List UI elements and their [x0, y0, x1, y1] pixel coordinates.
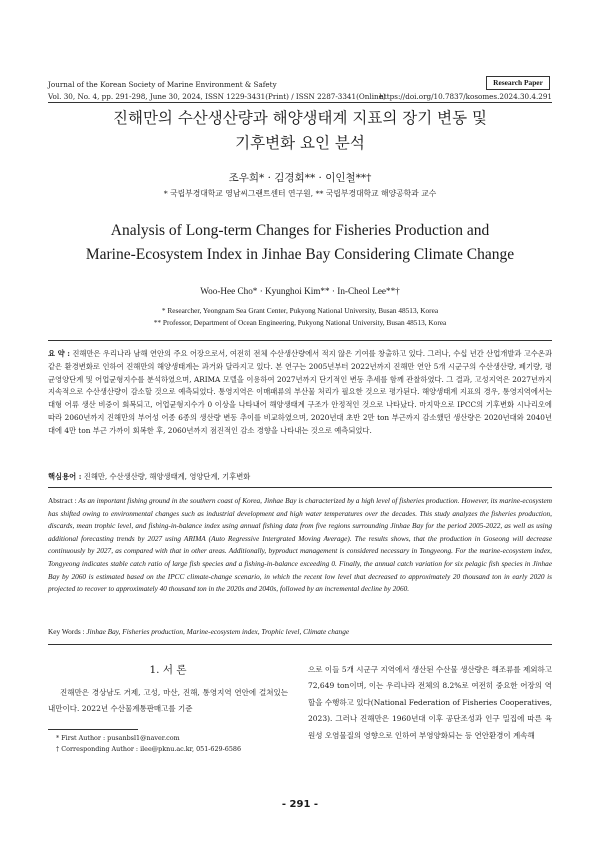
korean-authors: 조우희* · 김경회** · 이인철**†: [228, 172, 372, 184]
english-abstract-label: Abstract :: [48, 496, 77, 505]
korean-keywords: [48, 472, 552, 482]
section-title-introduction: 1. 서 론: [149, 664, 187, 676]
english-title-line2: Marine-Ecosystem Index in Jinhae Bay Considering Climate Change: [85, 246, 515, 263]
english-affiliation-1: * Researcher, Yeongnam Sea Grant Center, Pukyong National University, Busan 48513, Korea: [161, 306, 439, 315]
english-abstract: [48, 495, 552, 596]
footnote-rule: [48, 729, 138, 730]
korean-abstract: [48, 348, 552, 438]
abstract-top-divider: [48, 340, 552, 341]
english-keywords-label: Key Words :: [48, 627, 85, 636]
english-title-line1: Analysis of Long-term Changes for Fisheries Production and: [110, 222, 490, 239]
korean-affiliation: * 국립부경대학교 영남씨그랜트센터 연구원, ** 국립부경대학교 해양공학과 교수: [163, 189, 437, 198]
abstract-bottom-divider: [48, 644, 552, 645]
english-authors: Woo-Hee Cho* · Kyunghoi Kim** · In-Cheol Lee**†: [200, 286, 400, 296]
korean-abstract-label: 요 약 :: [48, 349, 70, 358]
korean-keywords-label: 핵심용어 :: [48, 472, 82, 481]
korean-title-line2: 기후변화 요인 분석: [235, 134, 365, 152]
english-keywords: [48, 627, 552, 636]
body-right-column: 으로 이들 5개 시군구 지역에서 생산된 수산물 생산량은 해조류를 제외하고 72,649 ton이며, 이는 우리나라 전체의 8.2%로 여전히 중요한 어장의 역할을 수행하고 있다(National Federation of Fisheries Cooperatives, 2023). 그러나 진해만은 1960년대 이후 공단조성과 인구 밀집에 따른 육원성 오염물질의 영향으로 인하여 부영양화되는 등 연안환경이 계속해: [308, 665, 552, 740]
page-number: - 291 -: [281, 799, 319, 810]
footnote-corresponding-author: † Corresponding Author : ilee@pknu.ac.kr, 051-629-6586: [56, 745, 242, 753]
footnote-first-author: * First Author : pusanbsl1@naver.com: [56, 734, 180, 742]
journal-name: Journal of the Korean Society of Marine Environment & Safety: [48, 80, 277, 89]
doi-link[interactable]: https://doi.org/10.7837/kosomes.2024.30.4.291: [379, 92, 552, 101]
english-abstract-text: As an important fishing ground in the southern coast of Korea, Jinhae Bay is characterized by a high level of fisheries production. However, its marine-ecosystem has shifted owing to environmental changes such as industrial development and high water temperatures over the decades. This study analyzes the fisheries production, discards, mean trophic level, and fishing-in-balance index using annual fishing data from five regions surrounding Jinhae Bay for the period 2005-2022, as well as using additional forecasting trends by 2027 using ARIMA (Auto Regressive Intergrated Moving Average). The results shows, that the production in Goseong will decrease continuously by 2027, as compared with that in other areas. Additionally, byproduct management is considered necessary in Tongyeong. For the marine-ecosystem index, Tongyeong indicates stable catch ratio of large fish species and a fishing-in-balance exceeding 0. Finally, the annual catch variation for six pelagic fish species in Jinhae Bay by 2060 is estimated based on the IPCC climate-change scenario, in which the recent low level that decreased to approximately 20 thousand ton in early 2020 is projected to recover to approximately 40 thousand ton in the 2020s and 2040s, followed by an incremental decline by 2060.: [48, 496, 552, 594]
english-affiliation-2: ** Professor, Department of Ocean Engineering, Pukyong National University, Busan 48513, Korea: [153, 318, 447, 327]
volume-issn-line: Vol. 30, No. 4, pp. 291-298, June 30, 2024, ISSN 1229-3431(Print) / ISSN 2287-3341(Online): [48, 92, 386, 101]
abstract-mid-divider: [48, 487, 552, 488]
korean-title-line1: 진해만의 수산생산량과 해양생태계 지표의 장기 변동 및: [113, 109, 487, 127]
article-type-badge: Research Paper: [486, 76, 550, 90]
korean-keywords-text: 진해만, 수산생산량, 해양생태계, 영양단계, 기후변화: [83, 472, 251, 481]
korean-abstract-text: 진해만은 우리나라 남해 연안의 주요 어장으로서, 여전히 전체 수산생산량에서 적지 않은 기여를 창출하고 있다. 그러나, 수십 년간 산업개발과 고수온과 같은 환경변화로 인하여 진해만의 해양생태계는 과거와 달라지고 있다. 본 연구는 2005년부터 2022년까지 진해만 연안 5개 시군구의 수산생산량, 폐기량, 평균영양단계 및 어업균형지수를 분석하였으며, ARIMA 모델을 이용하여 2027년까지 단기적인 변동 추세를 함께 관찰하였다. 그 결과, 고성지역은 2027년까지 지속적으로 수산생산량이 감소할 것으로 예측되었다. 통영지역은 이매패류의 부산물 처리가 필요한 것으로 평가된다. 해양생태계 지표의 경우, 통영지역에서는 대형 어류 생산 비중이 회복되고, 어업균형지수가 0 이상을 나타내어 해양생태계 구조가 안정적인 것으로 나타났다. 마지막으로 IPCC의 기후변화 시나리오에 따라 2060년까지 진해만의 부어성 어종 6종의 생산량 변동 추이를 비교하였으며, 2020년대 초반 2만 ton 부근까지 감소했던 생산량은 2020년대와 2040년대에 4만 ton 부근 가까이 회복한 후, 2060년까지 점진적인 감소 경향을 나타내는 것으로 예측되었다.: [48, 349, 552, 435]
header-divider: [48, 102, 552, 103]
english-keywords-text: Jinhae Bay, Fisheries production, Marine-ecosystem index, Trophic level, Climate change: [86, 627, 350, 636]
body-left-column: 진해만은 경상남도 거제, 고성, 마산, 진해, 통영지역 연안에 걸쳐있는 내만이다. 2022년 수산물계통판매고를 기준: [48, 688, 288, 714]
